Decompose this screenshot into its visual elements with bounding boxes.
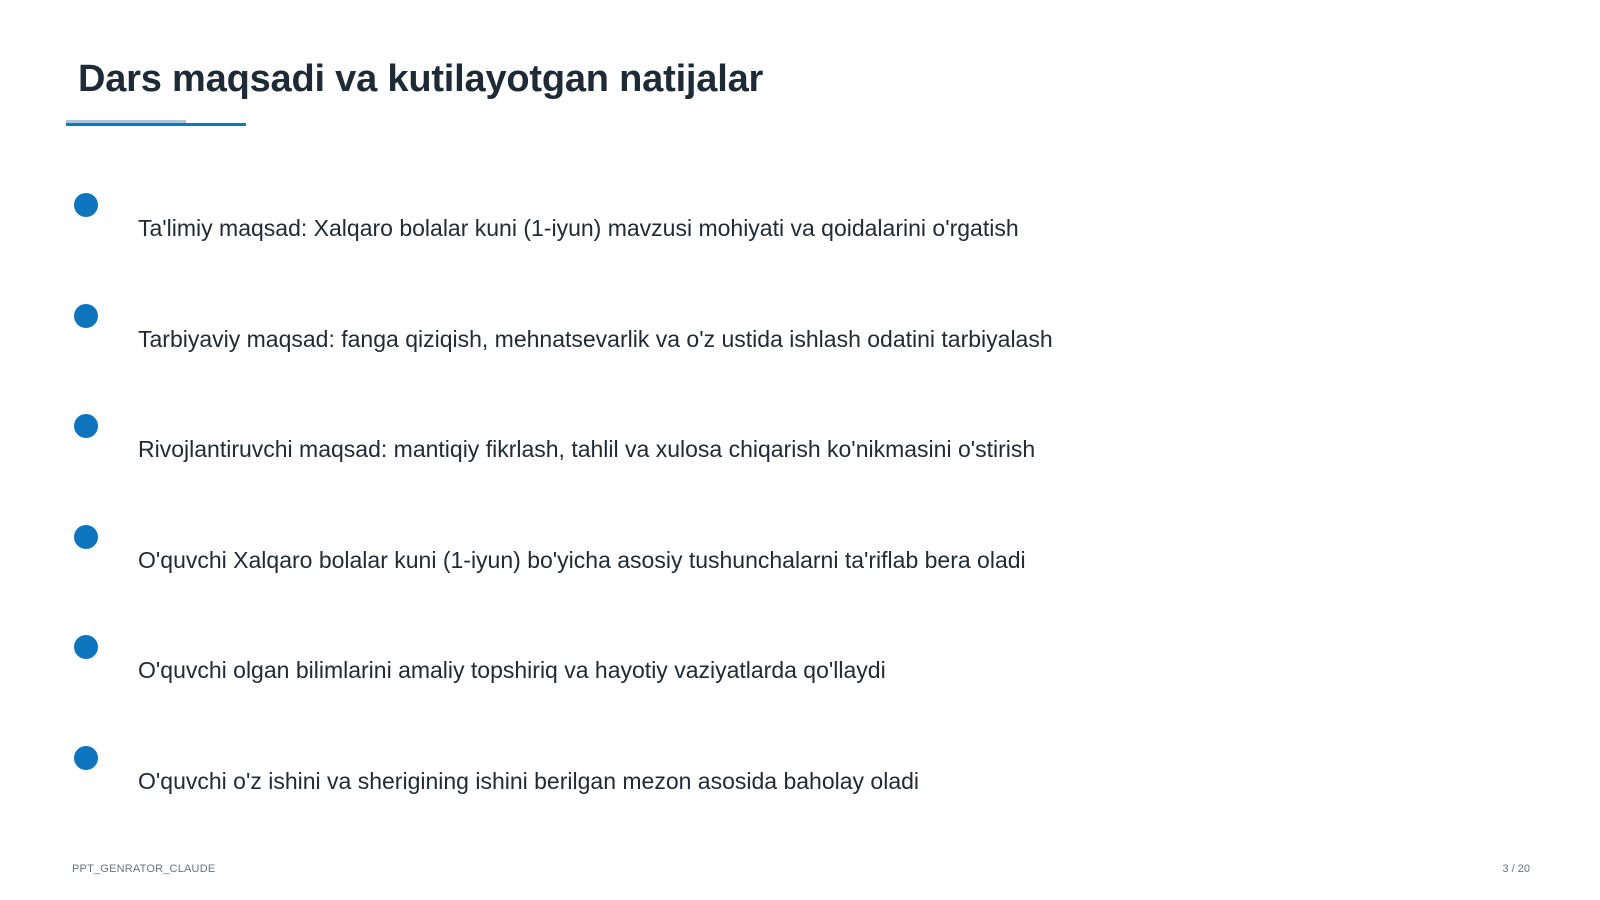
bullet-item (74, 414, 1274, 474)
slide-title: Dars maqsadi va kutilayotgan natijalar (78, 58, 764, 100)
bullet-text: Rivojlantiruvchi maqsad: mantiqiy fikrlash, tahlil va xulosa chiqarish ko'nikmasini o'stirish (138, 436, 1036, 462)
bullet-dot-icon (74, 746, 98, 770)
bullet-dot-icon (74, 304, 98, 328)
bullet-text: O'quvchi olgan bilimlarini amaliy topshiriq va hayotiy vaziyatlarda qo'llaydi (138, 657, 886, 683)
bullet-item (74, 193, 1274, 253)
bullet-dot-icon (74, 635, 98, 659)
bullet-item (74, 304, 1274, 364)
bullet-dot-icon (74, 193, 98, 217)
page-indicator: 3 / 20 (1502, 863, 1530, 875)
bullet-item (74, 635, 1274, 695)
bullet-dot-icon (74, 525, 98, 549)
bullet-text: O'quvchi o'z ishini va sherigining ishini berilgan mezon asosida baholay oladi (138, 768, 920, 794)
bullet-text: O'quvchi Xalqaro bolalar kuni (1-iyun) bo'yicha asosiy tushunchalarni ta'riflab bera oladi (138, 547, 1026, 573)
footer-generator-label: PPT_GENRATOR_CLAUDE (72, 863, 216, 875)
bullet-item (74, 525, 1274, 585)
bullet-text: Ta'limiy maqsad: Xalqaro bolalar kuni (1-iyun) mavzusi mohiyati va qoidalarini o'rgatish (138, 215, 1019, 241)
bullet-item (74, 746, 1274, 806)
bullet-text: Tarbiyaviy maqsad: fanga qiziqish, mehnatsevarlik va o'z ustida ishlash odatini tarbiyalash (138, 326, 1053, 352)
bullet-dot-icon (74, 414, 98, 438)
